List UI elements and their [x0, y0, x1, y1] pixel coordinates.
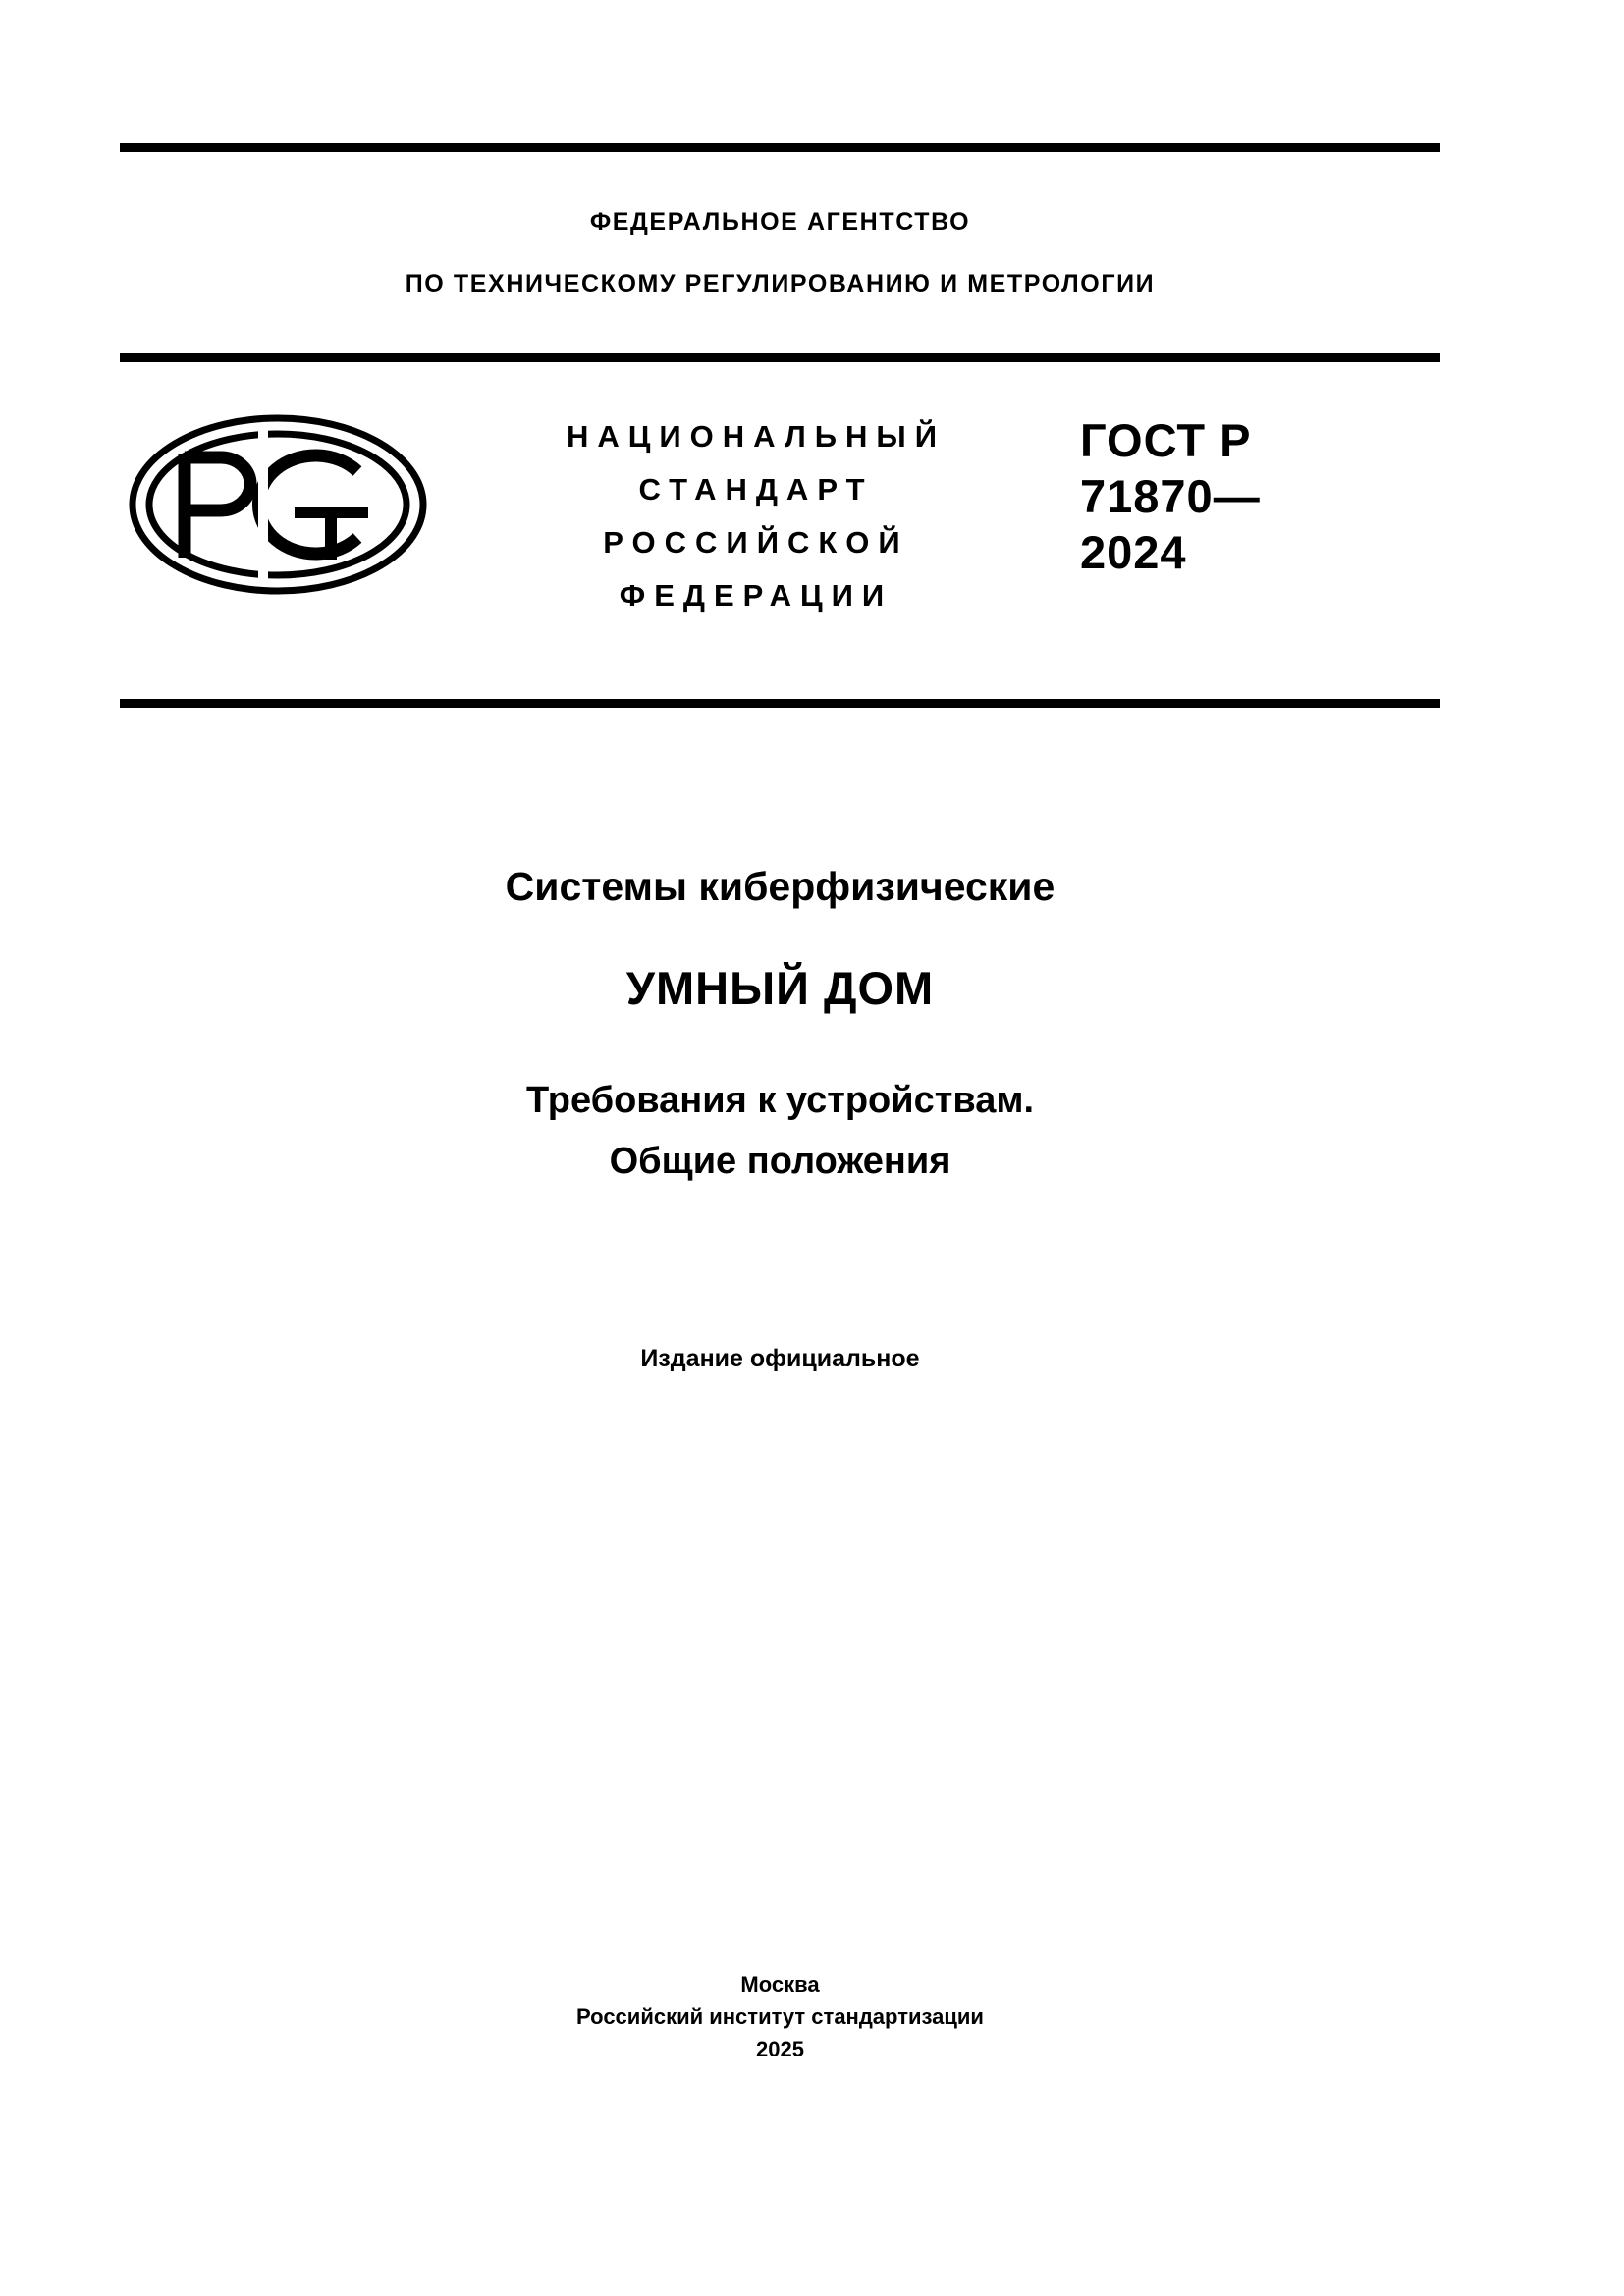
national-standard-line-3: РОССИЙСКОЙ	[603, 525, 909, 560]
page-subtitle-line-1: Требования к устройствам.	[525, 1080, 1035, 1121]
agency-name-line-2: ПО ТЕХНИЧЕСКОМУ РЕГУЛИРОВАНИЮ И МЕТРОЛОГИИ	[405, 270, 1156, 297]
standard-code	[1080, 412, 1453, 580]
page-title-name: УМНЫЙ ДОМ	[625, 962, 935, 1014]
national-standard-caption	[511, 410, 1001, 622]
page-subtitle	[120, 1070, 1440, 1192]
page-subtitle-line-2: Общие положения	[609, 1141, 951, 1182]
page-title-system: Системы киберфизические	[505, 864, 1056, 909]
gost-r-emblem	[126, 410, 430, 599]
publisher-block	[120, 1968, 1440, 2065]
national-standard-line-4: ФЕДЕРАЦИИ	[619, 578, 893, 613]
agency-name-line-1: ФЕДЕРАЛЬНОЕ АГЕНТСТВО	[589, 208, 971, 236]
document-title-block	[120, 864, 1440, 1192]
national-standard-line-1: НАЦИОНАЛЬНЫЙ	[566, 419, 947, 454]
publisher-year: 2025	[756, 2037, 804, 2061]
standard-code-line-1: ГОСТ Р	[1080, 414, 1252, 466]
publisher-name: Российский институт стандартизации	[576, 2004, 984, 2029]
header-bottom-rule	[120, 699, 1440, 708]
national-standard-line-2: СТАНДАРТ	[638, 472, 874, 507]
standard-code-line-3: 2024	[1080, 526, 1187, 578]
header-top-rule	[120, 143, 1440, 152]
standard-code-line-2: 71870—	[1080, 470, 1261, 522]
header-middle-rule	[120, 353, 1440, 362]
official-edition-note: Издание официальное	[640, 1345, 920, 1372]
publisher-city: Москва	[740, 1972, 820, 1997]
